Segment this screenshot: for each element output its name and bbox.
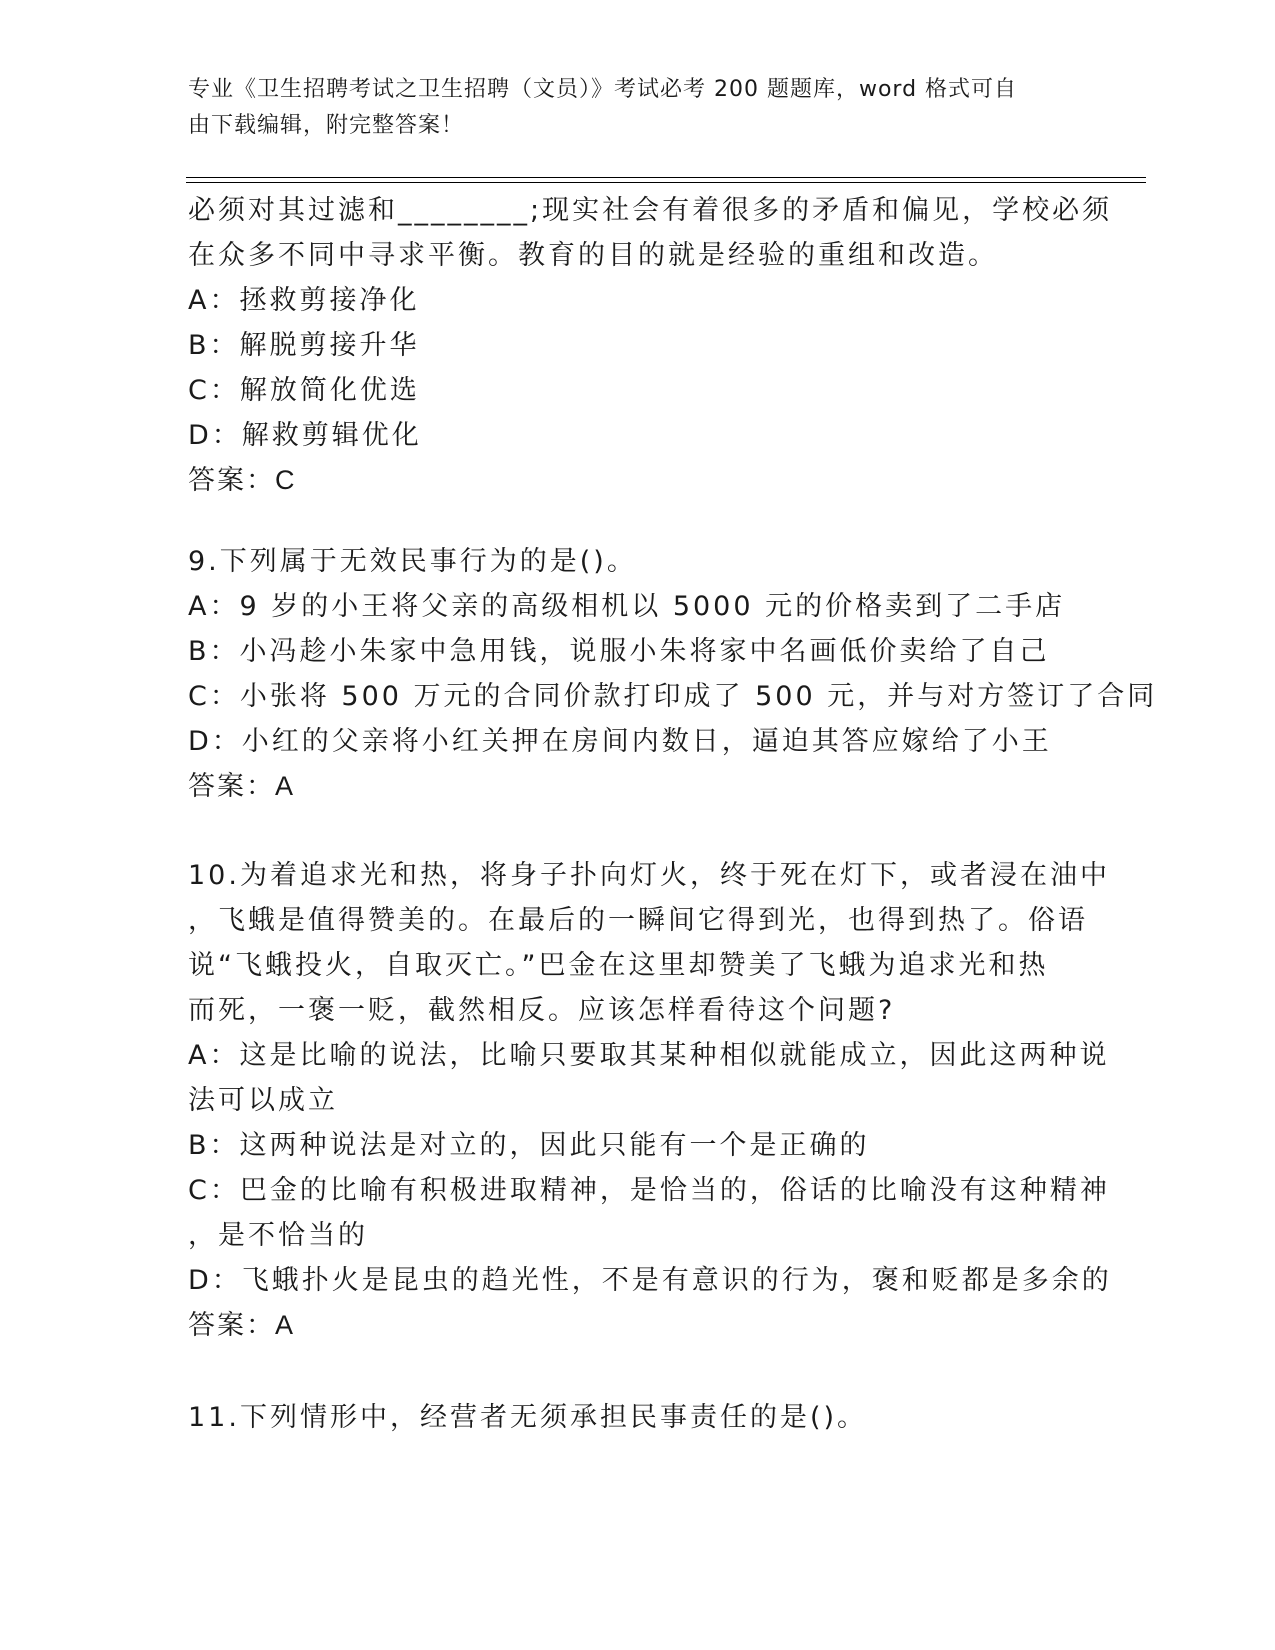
option-c: C：巴金的比喻有积极进取精神，是恰当的，俗话的比喻没有这种精神 bbox=[188, 1175, 1110, 1206]
stem-line: 在众多不同中寻求平衡。教育的目的就是经验的重组和改造。 bbox=[188, 240, 998, 271]
header-line-1: 专业《卫生招聘考试之卫生招聘（文员）》考试必考 200 题题库，word 格式可自 bbox=[188, 77, 1018, 102]
question-stem: 11.下列情形中，经营者无须承担民事责任的是()。 bbox=[188, 1402, 868, 1433]
option-b: B：小冯趁小朱家中急用钱，说服小朱将家中名画低价卖给了自己 bbox=[188, 636, 1050, 667]
option-b: B：解脱剪接升华 bbox=[188, 330, 420, 361]
option-c-continued: ，是不恰当的 bbox=[188, 1220, 368, 1251]
question-stem: 9.下列属于无效民事行为的是()。 bbox=[188, 546, 637, 577]
question-continuation bbox=[188, 188, 1113, 503]
answer: 答案：C bbox=[188, 465, 297, 495]
option-c: C：小张将 500 万元的合同价款打印成了 500 元，并与对方签订了合同 bbox=[188, 681, 1158, 712]
option-b: B：这两种说法是对立的，因此只能有一个是正确的 bbox=[188, 1130, 870, 1161]
option-a: A：9 岁的小王将父亲的高级相机以 5000 元的价格卖到了二手店 bbox=[188, 591, 1066, 622]
document-body bbox=[188, 188, 1158, 1440]
header-divider-bottom bbox=[186, 182, 1146, 183]
question-stem-line: 而死，一褒一贬，截然相反。应该怎样看待这个问题? bbox=[188, 995, 896, 1026]
option-d: D：飞蛾扑火是昆虫的趋光性，不是有意识的行为，褒和贬都是多余的 bbox=[188, 1265, 1112, 1296]
answer: 答案：A bbox=[188, 771, 296, 801]
option-a: A：这是比喻的说法，比喻只要取其某种相似就能成立，因此这两种说 bbox=[188, 1040, 1110, 1071]
question-9 bbox=[188, 539, 1158, 809]
question-stem-line: 10.为着追求光和热，将身子扑向灯火，终于死在灯下，或者浸在油中 bbox=[188, 860, 1110, 891]
option-a: A：拯救剪接净化 bbox=[188, 285, 420, 316]
header-divider-top bbox=[186, 177, 1146, 178]
stem-line: 必须对其过滤和________;现实社会有着很多的矛盾和偏见，学校必须 bbox=[188, 195, 1113, 226]
option-d: D：解救剪辑优化 bbox=[188, 420, 422, 451]
answer: 答案：A bbox=[188, 1310, 296, 1340]
option-d: D：小红的父亲将小红关押在房间内数日，逼迫其答应嫁给了小王 bbox=[188, 726, 1052, 757]
question-11 bbox=[188, 1395, 1078, 1440]
option-c: C：解放简化优选 bbox=[188, 375, 420, 406]
document-header bbox=[188, 72, 1068, 144]
header-line-2: 由下载编辑，附完整答案！ bbox=[188, 113, 465, 138]
question-10 bbox=[188, 853, 1112, 1348]
question-stem-line: ，飞蛾是值得赞美的。在最后的一瞬间它得到光，也得到热了。俗语 bbox=[188, 905, 1088, 936]
question-stem-line: 说“飞蛾投火，自取灭亡。”巴金在这里却赞美了飞蛾为追求光和热 bbox=[188, 950, 1049, 981]
option-a-continued: 法可以成立 bbox=[188, 1085, 338, 1116]
